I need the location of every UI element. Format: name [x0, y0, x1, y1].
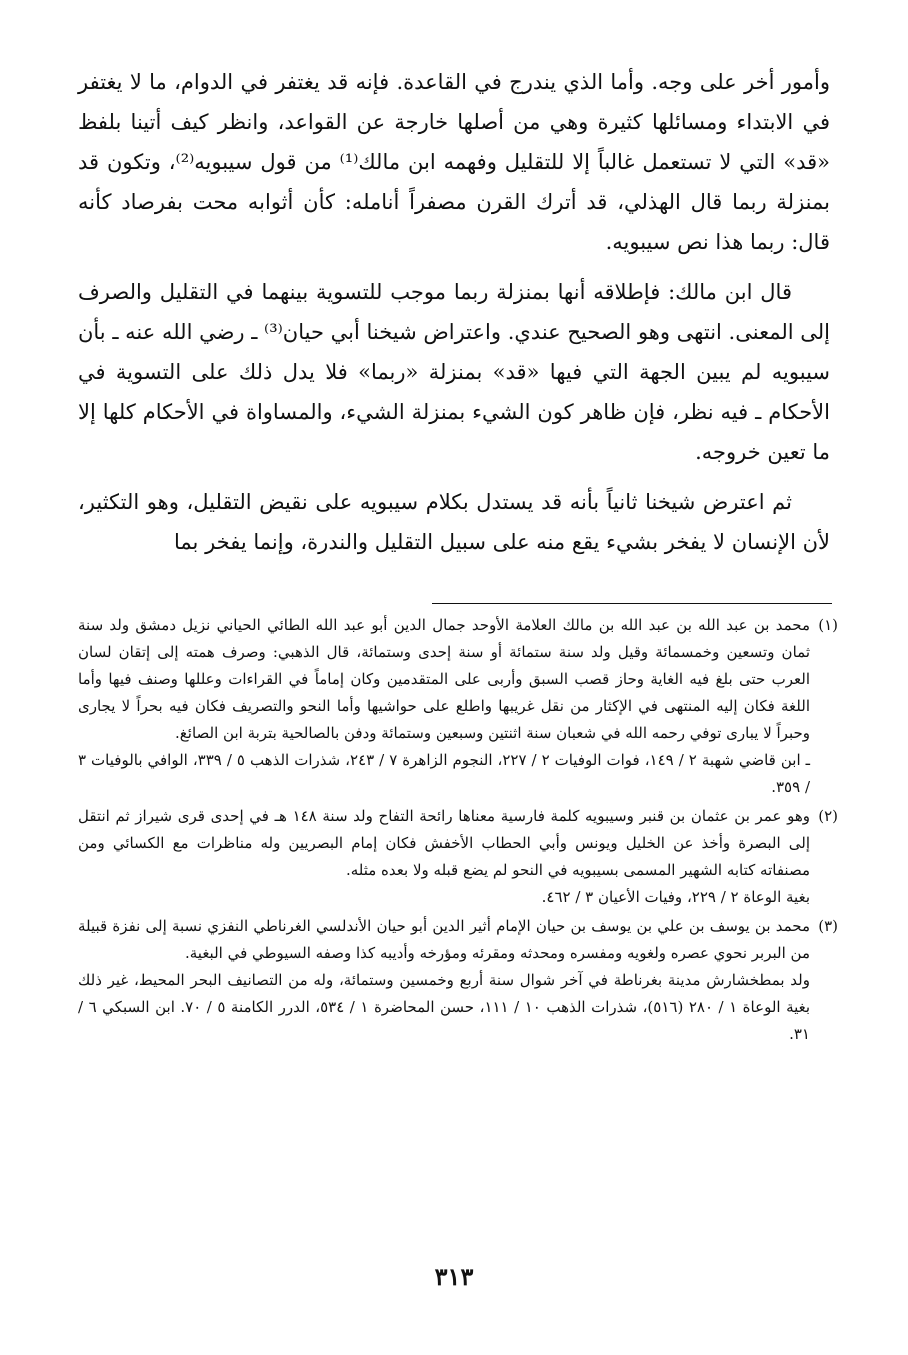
paragraph-3: ثم اعترض شيخنا ثانياً بأنه قد يستدل بكلام سيبويه على نقيض التقليل، وهو التكثير، لأن الإنسان لا يفخر بشيء يقع منه على سبيل التقليل والندرة، وإنما يفخر بما: [78, 490, 830, 554]
footnote-number: (٣): [818, 917, 838, 935]
footnote-number: (١): [818, 616, 838, 634]
paragraph-2: قال ابن مالك: فإطلاقه أنها بمنزلة ربما موجب للتسوية بينهما في التقليل والصرف إلى المعنى. انتهى وهو الصحيح عندي. واعتراض شيخنا أبي حيان⁽³⁾ ـ رضي الله عنه ـ بأن سيبويه لم يبين الجهة التي فيها «قد» بمنزلة «ربما» فلا يدل ذلك على التسوية في الأحكام ـ فيه نظر، فإن ظاهر كون الشيء بمنزلة الشيء، والمساواة في الأحكام كلها إلا ما تعين خروجه.: [77, 280, 830, 464]
footnote-body: [78, 803, 810, 911]
footnote-reference: ولد بمطخشارش مدينة بغرناطة في آخر شوال سنة أربع وخمسين وستمائة، وله من التصانيف البحر المحيط، غير ذلك بغية الوعاة ١ / ٢٨٠ (٥١٦)، شذرات الذهب ١٠ / ١١١، حسن المحاضرة ١ / ٥٣٤، الدرر الكامنة ٥ / ٧٠. ابن السبكي ٦ / ٣١.: [78, 971, 811, 1043]
page-number: ٣١٣: [434, 1262, 474, 1291]
footnote-1: [78, 612, 838, 801]
footnote-reference: بغية الوعاة ٢ / ٢٢٩، وفيات الأعيان ٣ / ٤٦٢.: [541, 888, 810, 906]
footnote-body: [78, 612, 810, 801]
footnote-body: [78, 913, 810, 1048]
footnote-3: [78, 913, 838, 1048]
footnote-separator: [432, 603, 832, 604]
footnotes: [78, 612, 838, 1050]
footnote-text: وهو عمر بن عثمان بن قنبر وسيبويه كلمة فارسية معناها رائحة التفاح ولد سنة ١٤٨ هـ في إحدى قرى شيراز ثم انتقل إلى البصرة وأخذ عن الخليل ويونس وأبي الحطاب الأخفش فكان إمام البصريين وله مناظرات مع الكسائي ومن مصنفاته كتابه الشهير المسمى بسيبويه في النحو لم يضع قبله ولا بعده مثله.: [78, 807, 810, 879]
footnote-text: محمد بن عبد الله بن عبد الله بن مالك العلامة الأوحد جمال الدين أبو عبد الله الطائي الحياني نزيل دمشق ولد سنة ثمان وتسعين وخمسمائة وقيل ولد سنة ستمائة أو سنة إحدى وستمائة، قال الذهبي: وصرف همته إلى إتقان لسان العرب حتى بلغ فيه الغاية وحاز قصب السبق وأربى على المتقدمين وكان إماماً في القراءات وعللها وصنف فيها وأما اللغة فكان إليه المنتهى في الإكثار من نقل غريبها واطلع على حواشيها وأما النحو والتصريف فكان فيه بحراً لا يجارى وحبراً لا يبارى توفي رحمه الله في شعبان سنة اثنتين وسبعين وستمائة ودفن بالصالحية بتربة ابن الصائغ.: [78, 616, 811, 742]
main-text: [78, 62, 830, 562]
footnote-number: (٢): [818, 807, 838, 825]
footnote-reference: ـ ابن قاضي شهبة ٢ / ١٤٩، فوات الوفيات ٢ / ٢٢٧، النجوم الزاهرة ٧ / ٢٤٣، شذرات الذهب ٥ / ٣٣٩، الوافي بالوفيات ٣ / ٣٥٩.: [78, 751, 810, 796]
paragraph-1: وأمور أخر على وجه. وأما الذي يندرج في القاعدة. فإنه قد يغتفر في الدوام، ما لا يغتفر في الابتداء ومسائلها كثيرة وهي من أصلها خارجة عن القواعد، وانظر كيف أتينا بلفظ «قد» التي لا تستعمل غالباً إلا للتقليل وفهمه ابن مالك⁽¹⁾ من قول سيبويه⁽²⁾، وتكون قد بمنزلة ربما قال الهذلي، قد أترك القرن مصفراً أنامله: كأن أثوابه محت بفرصاد كأنه قال: ربما هذا نص سيبويه.: [78, 70, 830, 254]
footnote-2: [78, 803, 838, 911]
footnote-text: محمد بن يوسف بن علي بن يوسف بن حيان الإمام أثير الدين أبو حيان الأندلسي الغرناطي النفزي نسبة إلى نفزة قبيلة من البربر نحوي عصره ولغويه ومفسره ومحدثه ومقرئه ومؤرخه وأديبه كذا وصفه السيوطي في البغية.: [78, 917, 810, 962]
